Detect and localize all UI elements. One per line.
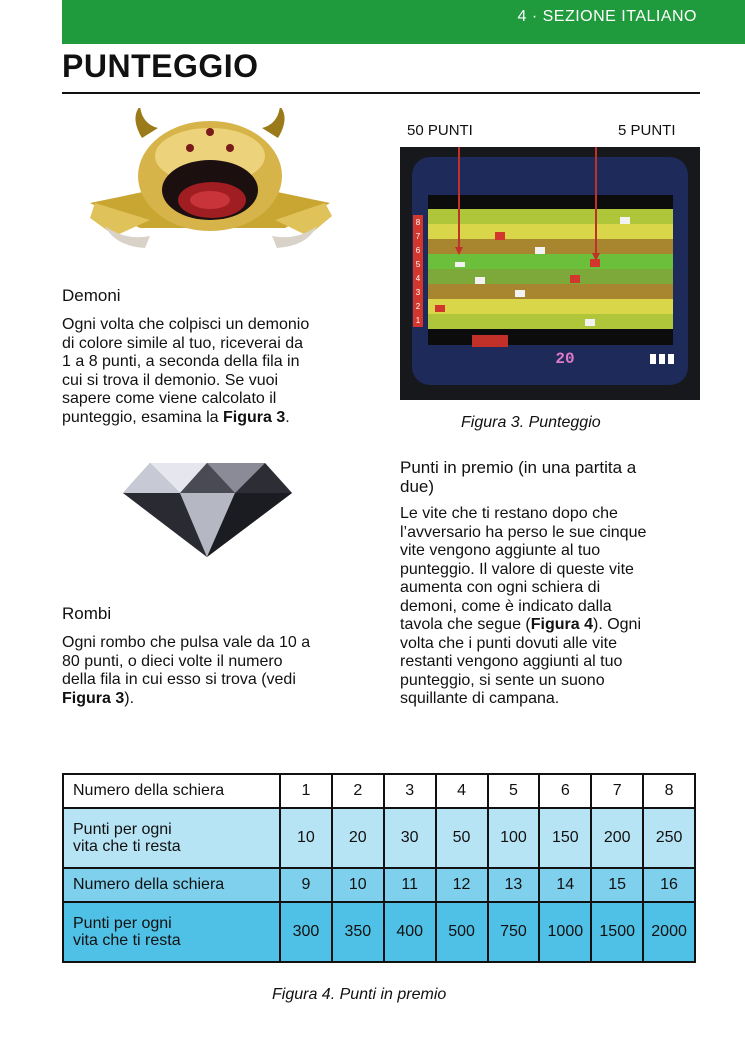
table-cell: 6 <box>539 774 591 808</box>
table-cell: 2 <box>332 774 384 808</box>
table-row <box>63 902 695 962</box>
svg-text:4: 4 <box>415 274 421 283</box>
svg-text:7: 7 <box>415 232 421 241</box>
table-cell: 2000 <box>643 902 695 962</box>
figure-3-ref: Figura 3 <box>223 408 286 426</box>
figure-3-ref: Figura 3 <box>62 689 125 707</box>
table-cell: 300 <box>280 902 332 962</box>
svg-text:3: 3 <box>415 288 421 297</box>
rombi-paragraph: Ogni rombo che pulsa vale da 10 a 80 punti, o dieci volte il numero della fila in cui esso si trova (vedi Figura 3). <box>62 634 311 707</box>
figure-3-caption: Figura 3. Punteggio <box>461 414 601 431</box>
table-cell: 200 <box>591 808 643 868</box>
demon-icon <box>80 108 342 253</box>
figure-4-ref: Figura 4 <box>530 616 593 633</box>
table-cell: 10 <box>280 808 332 868</box>
table-cell: 9 <box>280 868 332 902</box>
diamond-icon <box>120 455 295 560</box>
bonus-points-table <box>62 773 696 963</box>
table-cell: 50 <box>436 808 488 868</box>
table-cell: 7 <box>591 774 643 808</box>
table-cell: 30 <box>384 808 436 868</box>
fifty-points-label: 50 PUNTI <box>407 122 473 139</box>
table-cell: 750 <box>488 902 540 962</box>
figure-4-caption: Figura 4. Punti in premio <box>272 986 447 1003</box>
svg-text:1: 1 <box>415 316 421 325</box>
five-points-label: 5 PUNTI <box>618 122 676 139</box>
svg-text:5: 5 <box>415 260 421 269</box>
table-cell: 1500 <box>591 902 643 962</box>
section-label: 4 · SEZIONE ITALIANO <box>517 8 697 25</box>
section-header-bar <box>62 0 745 44</box>
table-cell: 350 <box>332 902 384 962</box>
table-cell: 1000 <box>539 902 591 962</box>
table-cell: 3 <box>384 774 436 808</box>
table-cell: 1 <box>280 774 332 808</box>
premio-heading: Punti in premio (in una partita a due) <box>400 458 637 496</box>
rombi-heading: Rombi <box>62 604 112 623</box>
table-cell: 4 <box>436 774 488 808</box>
demoni-heading: Demoni <box>62 286 121 305</box>
game-score: 20 <box>555 350 575 368</box>
page-title: PUNTEGGIO <box>62 48 259 84</box>
table-cell: 5 <box>488 774 540 808</box>
table-cell: 11 <box>384 868 436 902</box>
table-cell: 100 <box>488 808 540 868</box>
table-cell: 8 <box>643 774 695 808</box>
table-cell: 500 <box>436 902 488 962</box>
table-cell: 15 <box>591 868 643 902</box>
row-label: Numero della schiera <box>63 774 280 808</box>
svg-text:2: 2 <box>415 302 421 311</box>
svg-text:6: 6 <box>415 246 421 255</box>
table-cell: 13 <box>488 868 540 902</box>
svg-text:8: 8 <box>415 218 421 227</box>
premio-paragraph: Le vite che ti restano dopo che l’avversario ha perso le sue cinque vite vengono aggiunte al tuo punteggio. Il valore di queste vite aumenta con ogni schiera di demoni, come è indicato dalla tavola che segue (Figura 4). Ogni volta che i punti dovuti alle vite restanti vengono aggiunti al tuo punteggio, si sente un suono squillante di campana. <box>400 505 647 707</box>
table-cell: 20 <box>332 808 384 868</box>
table-cell: 400 <box>384 902 436 962</box>
title-divider <box>62 92 700 94</box>
table-cell: 12 <box>436 868 488 902</box>
table-cell: 16 <box>643 868 695 902</box>
row-label: Punti per ogni vita che ti resta <box>63 902 280 962</box>
game-screen-figure <box>400 147 700 400</box>
table-cell: 14 <box>539 868 591 902</box>
row-label: Punti per ogni vita che ti resta <box>63 808 280 868</box>
table-cell: 150 <box>539 808 591 868</box>
table-cell: 10 <box>332 868 384 902</box>
demoni-paragraph: Ogni volta che colpisci un demonio di colore simile al tuo, riceverai da 1 a 8 punti, a seconda della fila in cui si trova il demonio. Se vuoi sapere come viene calcolato il punteggio, esamina la Figura 3. <box>62 316 310 426</box>
table-row <box>63 868 695 902</box>
table-row <box>63 808 695 868</box>
table-cell: 250 <box>643 808 695 868</box>
table-row <box>63 774 695 808</box>
row-label: Numero della schiera <box>63 868 280 902</box>
